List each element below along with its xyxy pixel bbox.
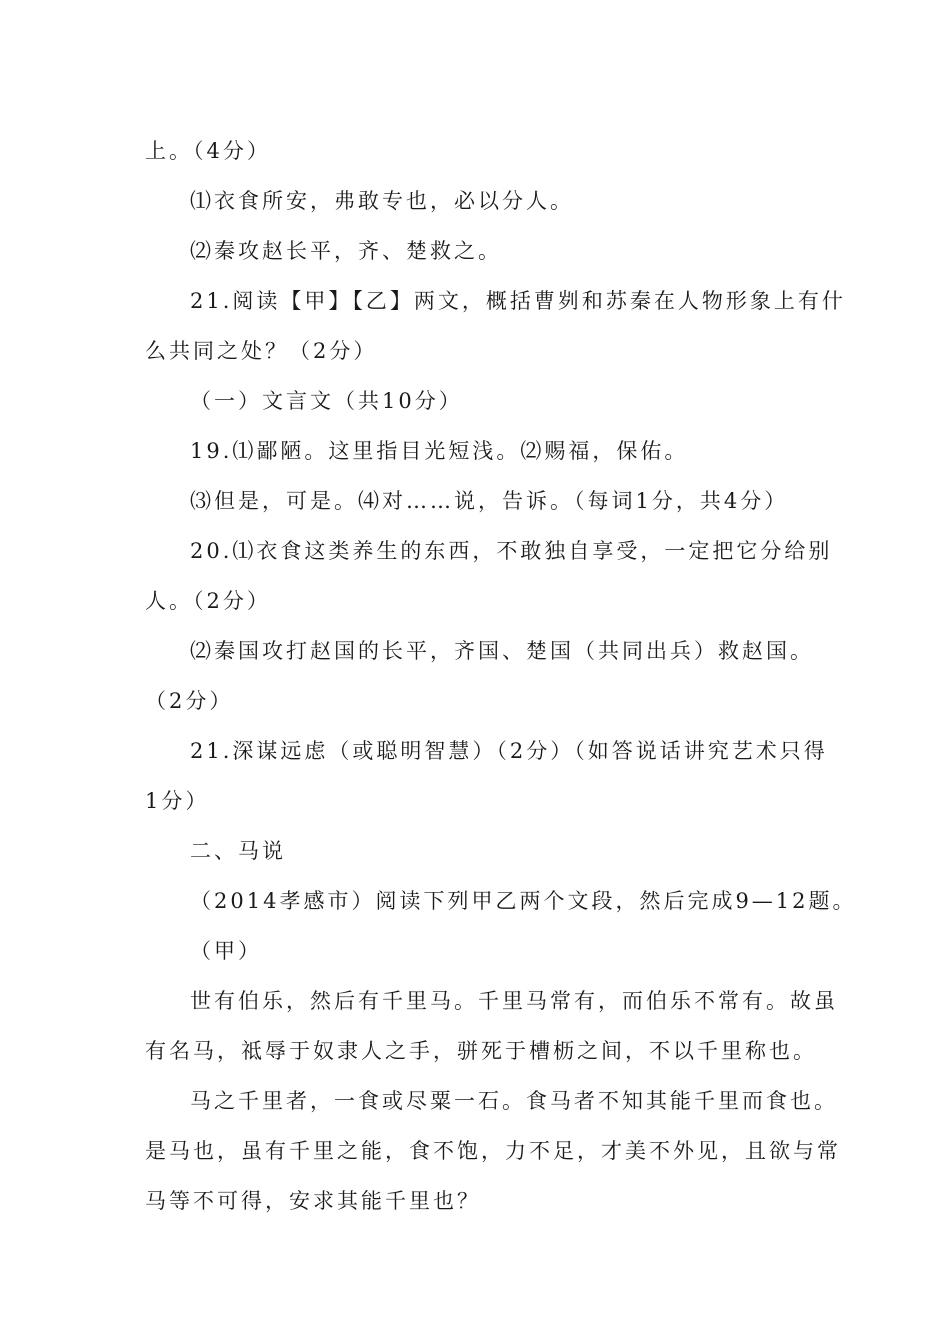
section-heading-ma-shuo: 二、马说 [190,839,286,863]
answer-20-line-1: 20.⑴衣食这类养生的东西，不敢独自享受，一定把它分给别 [190,539,833,563]
question-21-line-1: 21.阅读【甲】【乙】两文，概括曹刿和苏秦在人物形象上有什 [190,289,846,313]
answer-19-line-2: ⑶但是，可是。⑷对……说，告诉。（每词1分，共4分） [190,489,789,513]
question-21-line-2: 么共同之处？（2分） [145,339,378,363]
section-heading-classical-chinese: （一）文言文（共10分） [190,389,463,413]
passage-line-2: 有名马，祗辱于奴隶人之手，骈死于槽枥之间，不以千里称也。 [145,1039,817,1063]
answer-19-line-1: 19.⑴鄙陋。这里指目光短浅。⑵赐福，保佑。 [190,439,689,463]
answer-21-line-2: 1分） [145,789,210,813]
exam-instruction: （2014孝感市）阅读下列甲乙两个文段，然后完成9—12题。 [190,889,857,913]
answer-20-line-4: （2分） [145,689,234,713]
passage-line-1: 世有伯乐，然后有千里马。千里马常有，而伯乐不常有。故虽 [190,989,838,1013]
passage-line-3: 马之千里者，一食或尽粟一石。食马者不知其能千里而食也。 [190,1089,838,1113]
passage-line-4: 是马也，虽有千里之能，食不饱，力不足，才美不外见，且欲与常 [145,1139,841,1163]
answer-20-line-2: 人。（2分） [145,589,271,613]
text-line-sentence-1: ⑴衣食所安，弗敢专也，必以分人。 [190,189,574,213]
text-line-sentence-2: ⑵秦攻赵长平，齐、楚救之。 [190,239,502,263]
passage-label-jia: （甲） [190,939,262,963]
answer-20-line-3: ⑵秦国攻打赵国的长平，齐国、楚国（共同出兵）救赵国。 [190,639,814,663]
answer-21-line-1: 21.深谋远虑（或聪明智慧）（2分）（如答说话讲究艺术只得 [190,739,828,763]
passage-line-5: 马等不可得，安求其能千里也？ [145,1189,481,1213]
text-line-answer-score: 上。（4分） [145,139,271,163]
